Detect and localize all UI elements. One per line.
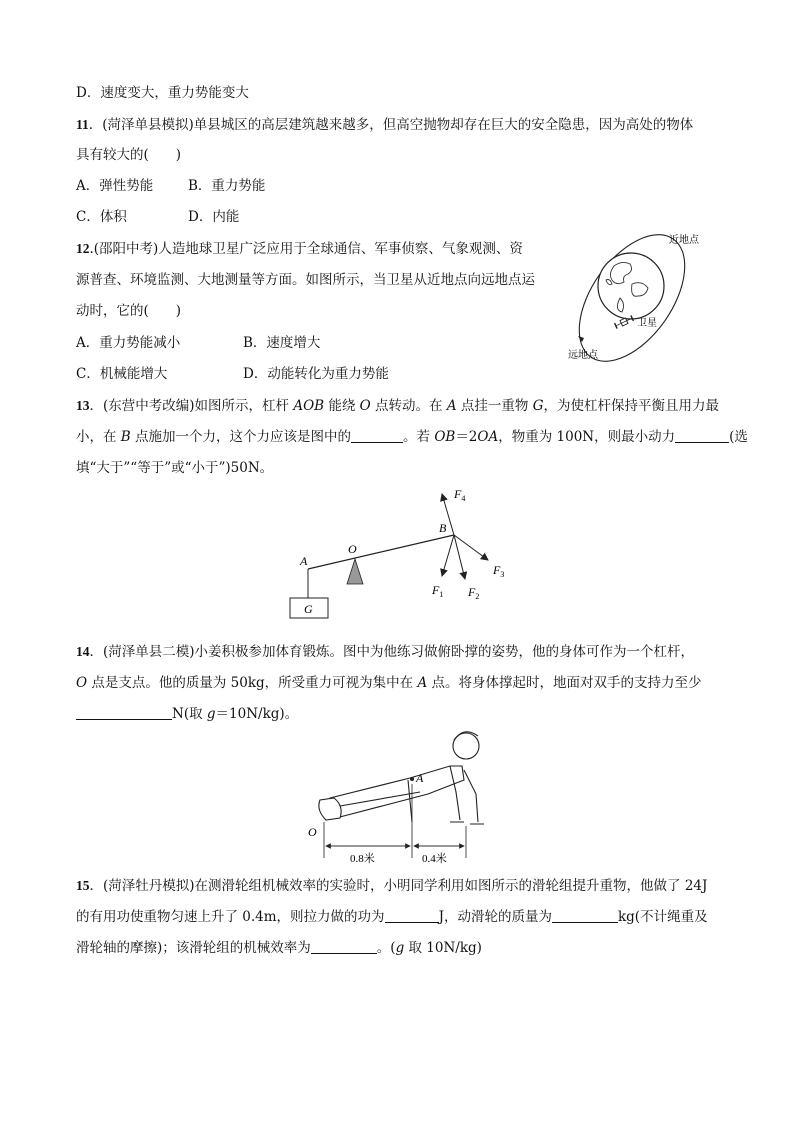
q13-number: 13	[76, 398, 90, 413]
label-far-point: 远地点	[568, 350, 598, 361]
q11-text1: ．(菏泽单县模拟)单县城区的高层建筑越来越多，但高空抛物却存在巨大的安全隐患，因为高处的物体	[88, 117, 694, 133]
q13-v-oa: OA	[477, 429, 499, 445]
pushup-figure	[300, 722, 500, 870]
q13-t5: ，为使杠杆保持平衡且用力最	[543, 398, 719, 414]
label-near-point: 近地点	[669, 235, 699, 246]
label-b: B	[439, 521, 447, 535]
q12-option-c: C．机械能增大	[76, 366, 168, 382]
q12-text1: .(邵阳中考)人造地球卫星广泛应用于全球通信、军事侦察、气象观测、资	[89, 241, 523, 257]
q13-v-a: A	[446, 398, 457, 414]
q13-t3: 点转动。在	[370, 398, 447, 414]
q13-t4: 点挂一重物	[456, 398, 533, 414]
q11-option-d: D．内能	[188, 209, 240, 225]
q13-v-o: O	[359, 398, 371, 414]
q13-stem-line1	[76, 397, 719, 415]
label-g: G	[304, 602, 313, 616]
q15-stem-line3	[76, 939, 482, 957]
q13-t10: ，物重为 100N，则最小动力	[498, 429, 676, 445]
q12-stem-line1	[76, 240, 523, 258]
q15-t6: 。(	[376, 940, 396, 956]
q14-t1: ．(菏泽单县二模)小姜积极参加体育锻炼。图中为他练习做俯卧撑的姿势，他的身体可作为一个杠杆，	[89, 644, 695, 660]
q15-t3: J，动滑轮的质量为	[438, 909, 552, 925]
label-dist-2: 0.4米	[422, 853, 447, 865]
q11-options-row1	[76, 177, 265, 195]
label-f4: $F_4$	[454, 487, 466, 503]
q13-v-b: B	[120, 429, 131, 445]
q13-t9: ＝2	[455, 429, 478, 445]
point-a	[410, 777, 414, 781]
q13-t1: ．(东营中考改编)如图所示，杠杆	[89, 398, 294, 414]
q13-t6: 小，在	[76, 429, 121, 445]
q11-number: 11	[76, 117, 89, 132]
q15-blank-1[interactable]	[385, 908, 439, 923]
orbit-arrow	[578, 336, 584, 342]
q13-v-ob: OB	[434, 429, 456, 445]
q12-options-row2	[76, 365, 389, 383]
q11-options-row2	[76, 208, 239, 226]
label-o: O	[348, 542, 357, 556]
fulcrum	[347, 559, 363, 584]
label-satellite: 卫星	[637, 318, 657, 329]
label-f1: $F_1$	[432, 583, 444, 599]
q13-t11: (选	[729, 429, 748, 445]
q14-number: 14	[76, 644, 90, 659]
q14-blank[interactable]	[76, 705, 172, 720]
q14-t4: N(取	[172, 706, 207, 722]
q10-option-d: D．速度变大，重力势能变大	[76, 85, 249, 101]
q15-stem-line2	[76, 908, 708, 926]
label-o: O	[308, 825, 317, 839]
q12-stem-line3: 动时，它的( )	[76, 303, 182, 319]
q15-t7: 取 10N/kg)	[404, 940, 482, 956]
q15-stem-line1	[76, 877, 707, 895]
person-drawing	[319, 732, 484, 824]
q13-v-g: G	[532, 398, 544, 414]
q11-option-b: B．重力势能	[188, 178, 266, 194]
q12-option-d: D．动能转化为重力势能	[243, 366, 389, 382]
lever-bar	[308, 535, 454, 569]
q15-number: 15	[76, 878, 90, 893]
q13-v-aob: AOB	[293, 398, 325, 414]
label-a: A	[300, 554, 308, 568]
label-f3: $F_3$	[493, 563, 505, 579]
q13-stem-line2	[76, 428, 748, 446]
lever-figure	[280, 482, 520, 624]
q12-number: 12	[76, 241, 90, 256]
satellite-orbit-figure	[562, 226, 722, 366]
q11-stem-line2: 具有较大的( )	[76, 147, 182, 163]
q13-t2: 能绕	[324, 398, 360, 414]
earth-circle	[598, 253, 664, 319]
q13-stem-line3: 填“大于”“等于”或“小于”)50N。	[76, 460, 274, 476]
q11-stem-line1	[76, 116, 693, 134]
label-dist-1: 0.8米	[350, 853, 375, 865]
q14-stem-line3	[76, 705, 298, 723]
q14-stem-line1	[76, 643, 694, 661]
q14-v-a: A	[417, 675, 428, 691]
q11-option-a: A．弹性势能	[76, 178, 154, 194]
q15-blank-3[interactable]	[311, 939, 377, 954]
q13-blank-1[interactable]	[351, 428, 403, 443]
q15-blank-2[interactable]	[552, 908, 618, 923]
force-f1-arrow	[442, 535, 454, 576]
q15-v-g: g	[395, 940, 405, 956]
q15-t1: ．(菏泽牡丹模拟)在测滑轮组机械效率的实验时，小明同学利用如图所示的滑轮组提升重物，他做了 24J	[89, 878, 708, 894]
q12-options-row1	[76, 334, 320, 352]
q13-t8: 。若	[403, 429, 435, 445]
q12-option-b: B．速度增大	[243, 335, 321, 351]
q14-t2: 点是支点。他的质量为 50kg，所受重力可视为集中在	[87, 675, 418, 691]
label-a: A	[416, 771, 424, 785]
q14-stem-line2	[76, 674, 702, 692]
q12-stem-line2: 源普查、环境监测、大地测量等方面。如图所示，当卫星从近地点向远地点运	[76, 272, 535, 288]
q11-option-c: C．体积	[76, 209, 127, 225]
q15-t5: 滑轮轴的摩擦)；该滑轮组的机械效率为	[76, 940, 311, 956]
q13-t7: 点施加一个力，这个力应该是图中的	[130, 429, 352, 445]
q13-blank-2[interactable]	[675, 428, 729, 443]
q15-t2: 的有用功使重物匀速上升了 0.4m，则拉力做的功为	[76, 909, 385, 925]
q14-t5: ＝10N/kg)。	[215, 706, 299, 722]
q14-t3: 点。将身体撑起时，地面对双手的支持力至少	[427, 675, 702, 691]
label-f2: $F_2$	[468, 585, 480, 601]
q15-t4: kg(不计绳重及	[617, 909, 708, 925]
q14-v-g: g	[206, 706, 216, 722]
q12-option-a: A．重力势能减小	[76, 335, 181, 351]
q14-v-o: O	[76, 675, 88, 691]
